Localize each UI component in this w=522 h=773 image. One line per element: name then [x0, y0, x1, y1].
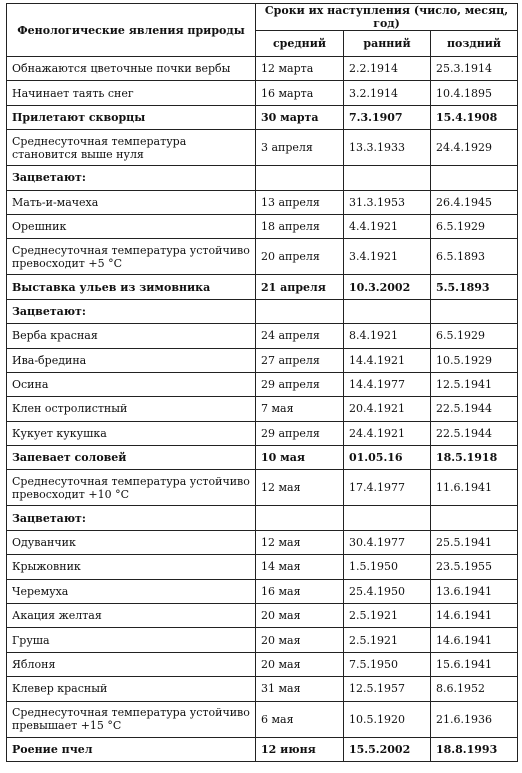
earliest-date-cell: 10.5.1920 [344, 701, 431, 737]
earliest-date-cell: 17.4.1977 [344, 470, 431, 506]
latest-date-cell: 21.6.1936 [431, 701, 518, 737]
average-date-cell: 24 апреля [256, 324, 344, 348]
table-row [7, 555, 518, 579]
average-date-cell: 21 апреля [256, 275, 344, 299]
table-row [7, 214, 518, 238]
header-earliest: ранний [344, 31, 431, 57]
latest-date-cell: 11.6.1941 [431, 470, 518, 506]
average-date-cell: 6 мая [256, 701, 344, 737]
phenomenon-cell: Зацветают: [7, 506, 256, 530]
header-row-top [7, 4, 518, 31]
phenomenon-cell: Яблоня [7, 652, 256, 676]
earliest-date-cell: 3.2.1914 [344, 81, 431, 105]
table-row [7, 421, 518, 445]
earliest-date-cell: 14.4.1977 [344, 372, 431, 396]
latest-date-cell: 6.5.1893 [431, 239, 518, 275]
table-row [7, 579, 518, 603]
average-date-cell: 14 мая [256, 555, 344, 579]
latest-date-cell [431, 299, 518, 323]
latest-date-cell: 10.5.1929 [431, 348, 518, 372]
earliest-date-cell: 30.4.1977 [344, 530, 431, 554]
phenomenon-cell: Запевает соловей [7, 446, 256, 470]
phenomenon-cell: Зацветают: [7, 299, 256, 323]
table-row [7, 372, 518, 396]
average-date-cell: 3 апреля [256, 130, 344, 166]
average-date-cell: 20 мая [256, 628, 344, 652]
earliest-date-cell: 20.4.1921 [344, 397, 431, 421]
phenology-table [6, 3, 518, 762]
latest-date-cell: 22.5.1944 [431, 397, 518, 421]
table-row [7, 324, 518, 348]
header-dates-group: Сроки их наступления (число, месяц, год) [256, 4, 518, 31]
earliest-date-cell: 2.5.1921 [344, 628, 431, 652]
header-latest: поздний [431, 31, 518, 57]
table-row [7, 397, 518, 421]
latest-date-cell [431, 506, 518, 530]
earliest-date-cell [344, 166, 431, 190]
earliest-date-cell: 1.5.1950 [344, 555, 431, 579]
average-date-cell: 12 мая [256, 470, 344, 506]
table-row [7, 628, 518, 652]
earliest-date-cell [344, 506, 431, 530]
latest-date-cell: 10.4.1895 [431, 81, 518, 105]
earliest-date-cell: 2.2.1914 [344, 57, 431, 81]
phenomenon-cell: Орешник [7, 214, 256, 238]
table-row [7, 737, 518, 761]
average-date-cell: 12 мая [256, 530, 344, 554]
phenomenon-cell: Клевер красный [7, 677, 256, 701]
phenomenon-cell: Среднесуточная температура устойчиво превосходит +10 °С [7, 470, 256, 506]
earliest-date-cell [344, 299, 431, 323]
header-phenomenon: Фенологические явления природы [7, 4, 256, 57]
average-date-cell: 10 мая [256, 446, 344, 470]
latest-date-cell: 5.5.1893 [431, 275, 518, 299]
phenomenon-cell: Выставка ульев из зимовника [7, 275, 256, 299]
table-row [7, 190, 518, 214]
average-date-cell: 30 марта [256, 105, 344, 129]
latest-date-cell: 6.5.1929 [431, 214, 518, 238]
latest-date-cell: 26.4.1945 [431, 190, 518, 214]
latest-date-cell: 12.5.1941 [431, 372, 518, 396]
earliest-date-cell: 24.4.1921 [344, 421, 431, 445]
table-row [7, 166, 518, 190]
latest-date-cell: 8.6.1952 [431, 677, 518, 701]
table-row [7, 275, 518, 299]
latest-date-cell: 15.6.1941 [431, 652, 518, 676]
table-row [7, 604, 518, 628]
table-row [7, 701, 518, 737]
phenomenon-cell: Груша [7, 628, 256, 652]
latest-date-cell: 22.5.1944 [431, 421, 518, 445]
table-body [7, 57, 518, 762]
table-row [7, 652, 518, 676]
earliest-date-cell: 01.05.16 [344, 446, 431, 470]
table-row [7, 530, 518, 554]
phenomenon-cell: Обнажаются цветочные почки вербы [7, 57, 256, 81]
phenomenon-cell: Крыжовник [7, 555, 256, 579]
average-date-cell: 29 апреля [256, 421, 344, 445]
table-row [7, 348, 518, 372]
earliest-date-cell: 14.4.1921 [344, 348, 431, 372]
phenomenon-cell: Среднесуточная температура становится выше нуля [7, 130, 256, 166]
table-row [7, 239, 518, 275]
phenomenon-cell: Прилетают скворцы [7, 105, 256, 129]
earliest-date-cell: 4.4.1921 [344, 214, 431, 238]
table-row [7, 81, 518, 105]
earliest-date-cell: 13.3.1933 [344, 130, 431, 166]
earliest-date-cell: 31.3.1953 [344, 190, 431, 214]
average-date-cell: 20 мая [256, 652, 344, 676]
average-date-cell: 16 марта [256, 81, 344, 105]
latest-date-cell: 15.4.1908 [431, 105, 518, 129]
earliest-date-cell: 12.5.1957 [344, 677, 431, 701]
earliest-date-cell: 3.4.1921 [344, 239, 431, 275]
table-row [7, 299, 518, 323]
average-date-cell: 29 апреля [256, 372, 344, 396]
phenomenon-cell: Кукует кукушка [7, 421, 256, 445]
phenomenon-cell: Осина [7, 372, 256, 396]
latest-date-cell [431, 166, 518, 190]
average-date-cell: 16 мая [256, 579, 344, 603]
phenomenon-cell: Черемуха [7, 579, 256, 603]
earliest-date-cell: 2.5.1921 [344, 604, 431, 628]
table-row [7, 130, 518, 166]
earliest-date-cell: 7.5.1950 [344, 652, 431, 676]
latest-date-cell: 18.5.1918 [431, 446, 518, 470]
earliest-date-cell: 15.5.2002 [344, 737, 431, 761]
earliest-date-cell: 7.3.1907 [344, 105, 431, 129]
phenomenon-cell: Акация желтая [7, 604, 256, 628]
table-row [7, 57, 518, 81]
table-row [7, 446, 518, 470]
average-date-cell: 20 апреля [256, 239, 344, 275]
latest-date-cell: 14.6.1941 [431, 604, 518, 628]
latest-date-cell: 23.5.1955 [431, 555, 518, 579]
table-row [7, 105, 518, 129]
earliest-date-cell: 10.3.2002 [344, 275, 431, 299]
average-date-cell [256, 166, 344, 190]
average-date-cell: 13 апреля [256, 190, 344, 214]
average-date-cell: 12 июня [256, 737, 344, 761]
table-row [7, 677, 518, 701]
average-date-cell: 27 апреля [256, 348, 344, 372]
phenomenon-cell: Среднесуточная температура устойчиво превышает +15 °С [7, 701, 256, 737]
latest-date-cell: 13.6.1941 [431, 579, 518, 603]
table-row [7, 506, 518, 530]
phenomenon-cell: Клен остролистный [7, 397, 256, 421]
phenomenon-cell: Верба красная [7, 324, 256, 348]
average-date-cell: 31 мая [256, 677, 344, 701]
latest-date-cell: 25.3.1914 [431, 57, 518, 81]
phenomenon-cell: Мать-и-мачеха [7, 190, 256, 214]
average-date-cell: 12 марта [256, 57, 344, 81]
latest-date-cell: 24.4.1929 [431, 130, 518, 166]
latest-date-cell: 14.6.1941 [431, 628, 518, 652]
phenomenon-cell: Роение пчел [7, 737, 256, 761]
average-date-cell [256, 506, 344, 530]
average-date-cell: 7 мая [256, 397, 344, 421]
latest-date-cell: 25.5.1941 [431, 530, 518, 554]
earliest-date-cell: 25.4.1950 [344, 579, 431, 603]
latest-date-cell: 6.5.1929 [431, 324, 518, 348]
phenomenon-cell: Одуванчик [7, 530, 256, 554]
average-date-cell [256, 299, 344, 323]
earliest-date-cell: 8.4.1921 [344, 324, 431, 348]
table-row [7, 470, 518, 506]
phenomenon-cell: Среднесуточная температура устойчиво превосходит +5 °С [7, 239, 256, 275]
header-average: средний [256, 31, 344, 57]
table-header [7, 4, 518, 57]
phenomenon-cell: Ива-бредина [7, 348, 256, 372]
average-date-cell: 18 апреля [256, 214, 344, 238]
phenomenon-cell: Начинает таять снег [7, 81, 256, 105]
average-date-cell: 20 мая [256, 604, 344, 628]
latest-date-cell: 18.8.1993 [431, 737, 518, 761]
phenomenon-cell: Зацветают: [7, 166, 256, 190]
